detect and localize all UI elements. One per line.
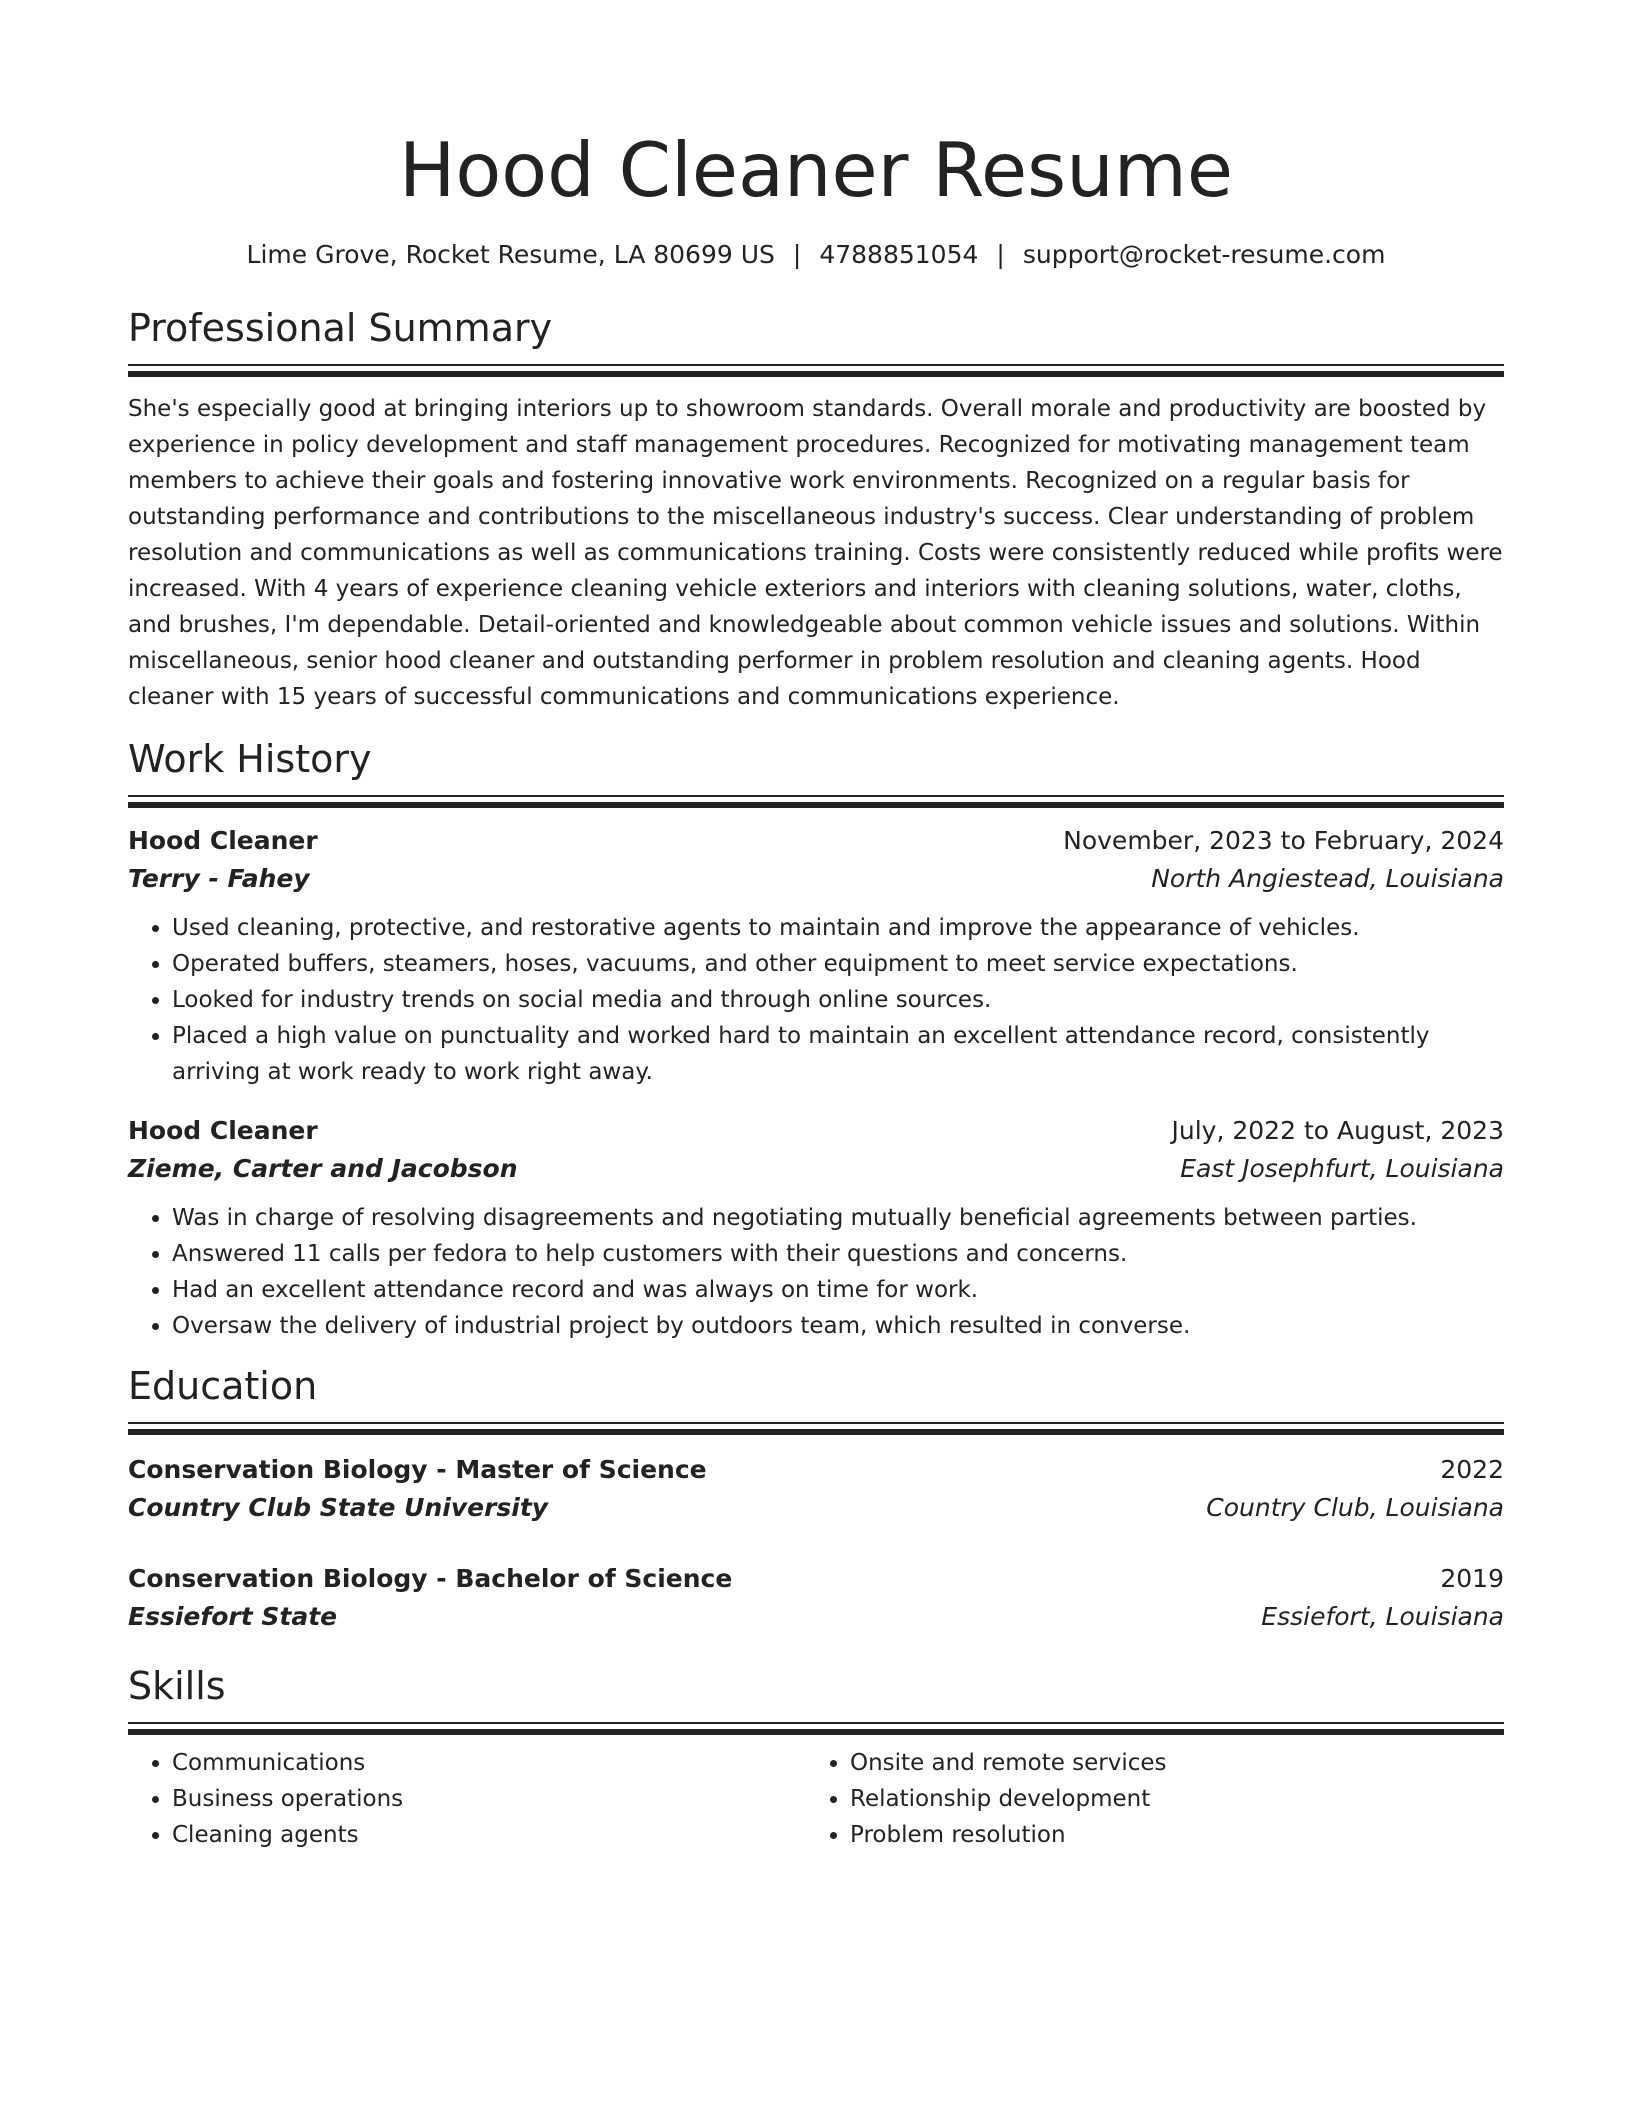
education-location: Country Club, Louisiana <box>1206 1493 1504 1522</box>
section-title-education: Education <box>128 1364 318 1408</box>
job-location: East Josephfurt, Louisiana <box>1180 1154 1504 1183</box>
resume-page <box>128 0 1504 1853</box>
section-divider <box>128 1422 1504 1435</box>
education-school: Essiefort State <box>128 1602 338 1631</box>
contact-email: support@rocket-resume.com <box>1022 240 1386 269</box>
education-degree: Conservation Biology - Master of Science <box>128 1455 707 1484</box>
education-entry <box>128 1451 1504 1527</box>
summary-text: She's especially good at bringing interiors up to showroom standards. Overall morale and productivity are boosted by experience in policy development and staff management procedures. Recognized for motivating management team members to achieve their goals and fostering innovative work environments. Recognized on a regular basis for outstanding performance and contributions to the miscellaneous industry's success. Clear understanding of problem resolution and communications as well as communications training. Costs were consistently reduced while profits were increased. With 4 years of experience cleaning vehicle exteriors and interiors with cleaning solutions, water, cloths, and brushes, I'm dependable. Detail-oriented and knowledgeable about common vehicle issues and solutions. Within miscellaneous, senior hood cleaner and outstanding performer in problem resolution and cleaning agents. Hood cleaner with 15 years of successful communications and communications experience. <box>128 396 1503 710</box>
job-dates: November, 2023 to February, 2024 <box>1063 826 1504 855</box>
skill-item: • Communications <box>172 1745 806 1781</box>
list-item: • Was in charge of resolving disagreements and negotiating mutually beneficial agreements between parties. <box>172 1200 1504 1236</box>
list-item: • Answered 11 calls per fedora to help customers with their questions and concerns. <box>172 1236 1504 1272</box>
skills-list <box>128 1745 1504 1853</box>
education-section <box>128 1360 1504 1636</box>
summary-section <box>128 302 1504 715</box>
job-entry <box>128 1112 1504 1344</box>
contact-separator: | <box>792 240 802 269</box>
job-bullets <box>128 910 1504 1090</box>
section-divider <box>128 1722 1504 1735</box>
skill-item: • Cleaning agents <box>172 1817 806 1853</box>
contact-separator: | <box>996 240 1005 269</box>
education-location: Essiefort, Louisiana <box>1261 1602 1504 1631</box>
job-entry <box>128 822 1504 1090</box>
skill-item: • Onsite and remote services <box>850 1745 1484 1781</box>
job-company: Zieme, Carter and Jacobson <box>128 1154 518 1183</box>
contact-phone: 4788851054 <box>819 240 979 269</box>
skills-column-right <box>806 1745 1484 1853</box>
work-history-section <box>128 733 1504 1344</box>
job-title: Hood Cleaner <box>128 1116 318 1145</box>
education-entry <box>128 1560 1504 1636</box>
skill-item: • Relationship development <box>850 1781 1484 1817</box>
section-title-work-history: Work History <box>128 737 372 781</box>
list-item: • Had an excellent attendance record and was always on time for work. <box>172 1272 1504 1308</box>
resume-title: Hood Cleaner Resume <box>399 126 1233 214</box>
list-item: • Oversaw the delivery of industrial project by outdoors team, which resulted in converse. <box>172 1308 1504 1344</box>
job-bullets <box>128 1200 1504 1344</box>
job-dates: July, 2022 to August, 2023 <box>1171 1116 1504 1145</box>
list-item: • Used cleaning, protective, and restorative agents to maintain and improve the appearance of vehicles. <box>172 910 1504 946</box>
section-divider <box>128 364 1504 377</box>
job-location: North Angiestead, Louisiana <box>1151 864 1504 893</box>
skill-item: • Problem resolution <box>850 1817 1484 1853</box>
section-title-skills: Skills <box>128 1664 226 1708</box>
contact-line <box>128 238 1504 272</box>
contact-address: Lime Grove, Rocket Resume, LA 80699 US <box>246 240 775 269</box>
job-company: Terry - Fahey <box>128 864 310 893</box>
job-title: Hood Cleaner <box>128 826 318 855</box>
skill-item: • Business operations <box>172 1781 806 1817</box>
list-item: • Placed a high value on punctuality and worked hard to maintain an excellent attendance record, consistently arriving at work ready to work right away. <box>172 1018 1504 1090</box>
education-year: 2022 <box>1440 1455 1504 1484</box>
education-school: Country Club State University <box>128 1493 549 1522</box>
education-year: 2019 <box>1440 1564 1504 1593</box>
list-item: • Operated buffers, steamers, hoses, vacuums, and other equipment to meet service expectations. <box>172 946 1504 982</box>
section-divider <box>128 795 1504 808</box>
list-item: • Looked for industry trends on social media and through online sources. <box>172 982 1504 1018</box>
section-title-summary: Professional Summary <box>128 306 553 350</box>
skills-column-left <box>128 1745 806 1853</box>
education-degree: Conservation Biology - Bachelor of Science <box>128 1564 733 1593</box>
skills-section <box>128 1660 1504 1853</box>
